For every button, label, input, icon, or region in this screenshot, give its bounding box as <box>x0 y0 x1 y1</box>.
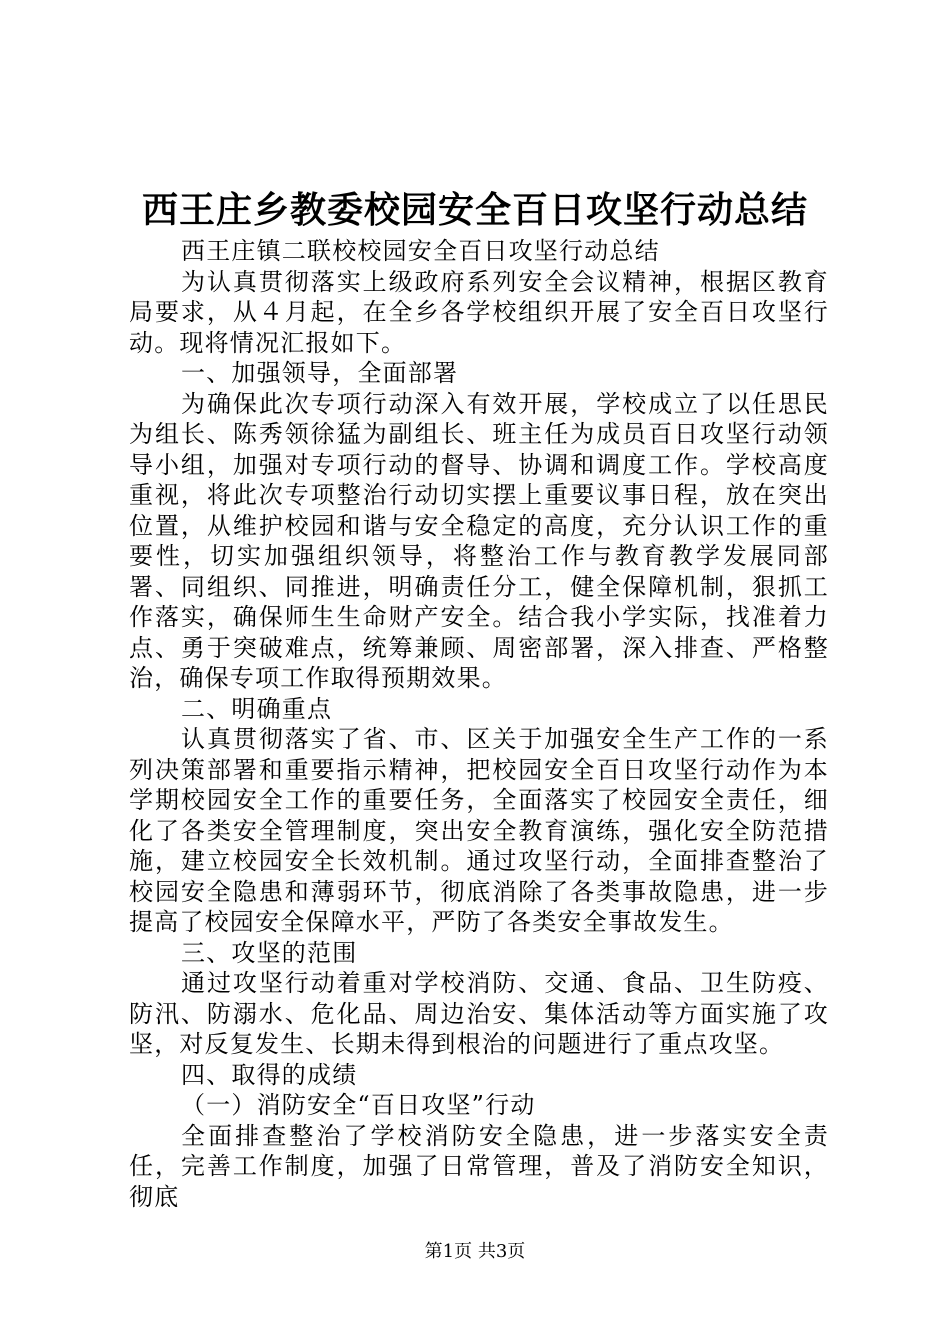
intro-paragraph: 为认真贯彻落实上级政府系列安全会议精神，根据区教育局要求，从４月起，在全乡各学校组织开展了安全百日攻坚行动。现将情况汇报如下。 <box>129 267 829 357</box>
body-paragraph: 为确保此次专项行动深入有效开展，学校成立了以任思民为组长、陈秀领徐猛为副组长、班主任为成员百日攻坚行动领导小组，加强对专项行动的督导、协调和调度工作。学校高度重视，将此次专项整治行动切实摆上重要议事日程，放在突出位置，从维护校园和谐与安全稳定的高度，充分认识工作的重要性，切实加强组织领导，将整治工作与教育教学发展同部署、同组织、同推进，明确责任分工，健全保障机制，狠抓工作落实，确保师生生命财产安全。结合我小学实际，找准着力点、勇于突破难点，统筹兼顾、周密部署，深入排查、严格整治，确保专项工作取得预期效果。 <box>129 389 829 692</box>
page-footer: 第1页 共3页 <box>424 1241 526 1262</box>
document-title: 西王庄乡教委校园安全百日攻坚行动总结 <box>141 189 808 231</box>
body-paragraph: 通过攻坚行动着重对学校消防、交通、食品、卫生防疫、防汛、防溺水、危化品、周边治安、集体活动等方面实施了攻坚，对反复发生、长期未得到根治的问题进行了重点攻坚。 <box>129 969 829 1058</box>
document-body <box>129 236 829 1212</box>
subtitle-paragraph: 西王庄镇二联校校园安全百日攻坚行动总结 <box>181 237 660 265</box>
body-paragraph: 全面排查整治了学校消防安全隐患，进一步落实安全责任，完善工作制度，加强了日常管理，普及了消防安全知识，彻底 <box>129 1121 829 1211</box>
section-heading-4: 四、取得的成绩 <box>181 1060 358 1089</box>
subsection-heading: （一）消防安全“百日攻坚”行动 <box>181 1091 536 1119</box>
section-heading-1: 一、加强领导，全面部署 <box>181 359 459 387</box>
section-heading-3: 三、攻坚的范围 <box>181 938 358 967</box>
body-paragraph: 认真贯彻落实了省、市、区关于加强安全生产工作的一系列决策部署和重要指示精神，把校园安全百日攻坚行动作为本学期校园安全工作的重要任务，全面落实了校园安全责任，细化了各类安全管理制度，突出安全教育演练，强化安全防范措施，建立校园安全长效机制。通过攻坚行动，全面排查整治了校园安全隐患和薄弱环节，彻底消除了各类事故隐患，进一步提高了校园安全保障水平，严防了各类安全事故发生。 <box>129 725 829 936</box>
section-heading-2: 二、明确重点 <box>181 694 333 723</box>
